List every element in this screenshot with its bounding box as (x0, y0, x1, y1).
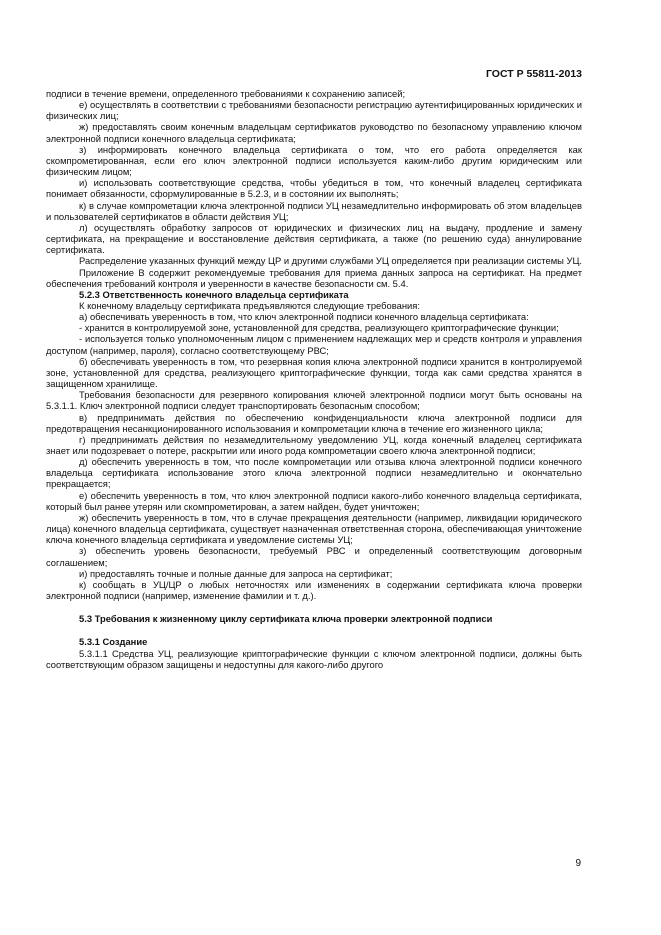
page-body (46, 88, 582, 670)
paragraph: д) обеспечить уверенность в том, что после компрометации или отзыва ключа электронной подписи конечного владельца сертификата использование этого ключа электронной подписи незамедлительно и окончательно прекращается; (46, 456, 582, 490)
paragraph: - используется только уполномоченным лицом с применением надлежащих мер и средств контроля и управления доступом (например, пароля), согласно соответствующему РВС; (46, 333, 582, 356)
paragraph: и) предоставлять точные и полные данные для запроса на сертификат; (79, 567, 393, 579)
paragraph: подписи в течение времени, определенного требованиями к сохранению записей; (46, 88, 406, 99)
paragraph: з) обеспечить уровень безопасности, требуемый РВС и определенный соответствующим договорным соглашением; (46, 545, 582, 568)
section-heading: 5.2.3 Ответственность конечного владельца сертификата (79, 288, 349, 300)
paragraph: и) использовать соответствующие средства, чтобы убедиться в том, что конечный владелец сертификата понимает обязанности, сформулированные в 5.2.3, и в состоянии их выполнять; (46, 177, 582, 200)
paragraph: г) предпринимать действия по незамедлительному уведомлению УЦ, когда конечный владелец сертификата знает или подозревает о потере, раскрытии или иного рода компрометации своего ключа электронной подписи; (46, 433, 582, 456)
paragraph: л) осуществлять обработку запросов от юридических и физических лиц на выдачу, продление и замену сертификата, на прекращение и восстановление действия сертификата, а также (по решению суда) аннулирование сертификата. (46, 221, 582, 256)
section-heading: 5.3.1 Создание (79, 636, 148, 648)
paragraph: е) осуществлять в соответствии с требованиями безопасности регистрацию аутентифицированных юридических и физических лиц; (46, 99, 582, 122)
paragraph: к) в случае компрометации ключа электронной подписи УЦ незамедлительно информировать об этом владельцев и пользователей сертификатов в области действия УЦ; (46, 199, 582, 222)
paragraph: ж) предоставлять своим конечным владельцам сертификатов руководство по безопасному управлению ключом электронной подписи конечного владельца сертификата; (46, 121, 582, 144)
document-header: ГОСТ Р 55811-2013 (485, 68, 582, 80)
paragraph: К конечному владельцу сертификата предъявляются следующие требования: (79, 299, 420, 311)
paragraph: Распределение указанных функций между ЦР и другими службами УЦ определяется при реализации системы УЦ. (79, 255, 582, 267)
paragraph: а) обеспечивать уверенность в том, что ключ электронной подписи конечного владельца сертификата: (79, 311, 529, 323)
paragraph: б) обеспечивать уверенность в том, что резервная копия ключа электронной подписи хранится в контролируемой зоне, установленной для средства, реализующего криптографические функции, тогда как сами средства хранятся в защищенном хранилище. (46, 355, 582, 390)
paragraph: ж) обеспечить уверенность в том, что в случае прекращения деятельности (например, ликвидации юридического лица) конечного владельца сертификата, существует назначенная ответственная сторона, обеспечивающая уничтожение ключа конечного владельца сертификата и уведомление системы УЦ; (46, 511, 582, 546)
paragraph: 5.3.1.1 Средства УЦ, реализующие криптографические функции с ключом электронной подписи, должны быть соответствующим образом защищены и недоступны для какого-либо другого (46, 647, 582, 670)
page-number: 9 (575, 858, 581, 869)
paragraph: - хранится в контролируемой зоне, установленной для средства, реализующего криптографические функции; (79, 322, 559, 334)
paragraph: Требования безопасности для резервного копирования ключей электронной подписи могут быть основаны на 5.3.1.1. Ключ электронной подписи следует транспортировать безопасным способом; (46, 389, 582, 412)
paragraph: з) информировать конечного владельца сертификата о том, что его работа определяется как скомпрометированная, если его ключ электронной подписи используется каким-либо другим юридическим или физическим лицом; (46, 143, 582, 178)
paragraph: в) предпринимать действия по обеспечению конфиденциальности ключа электронной подписи для предотвращения несанкционированного использования и компрометации ключа в течение его жизненного цикла; (46, 411, 582, 434)
paragraph: е) обеспечить уверенность в том, что ключ электронной подписи какого-либо конечного владельца сертификата, который был ранее утерян или скомпрометирован, а затем найден, будет уничтожен; (46, 489, 582, 512)
paragraph: Приложение В содержит рекомендуемые требования для приема данных запроса на сертификат. На предмет обеспечения требований контроля и уверенности в качестве безопасности см. 5.4. (46, 266, 582, 289)
section-heading: 5.3 Требования к жизненному циклу сертификата ключа проверки электронной подписи (79, 613, 493, 625)
paragraph: к) сообщать в УЦ/ЦР о любых неточностях или изменениях в содержании сертификата ключа проверки электронной подписи (например, изменение фамилии и т. д.). (46, 578, 582, 602)
